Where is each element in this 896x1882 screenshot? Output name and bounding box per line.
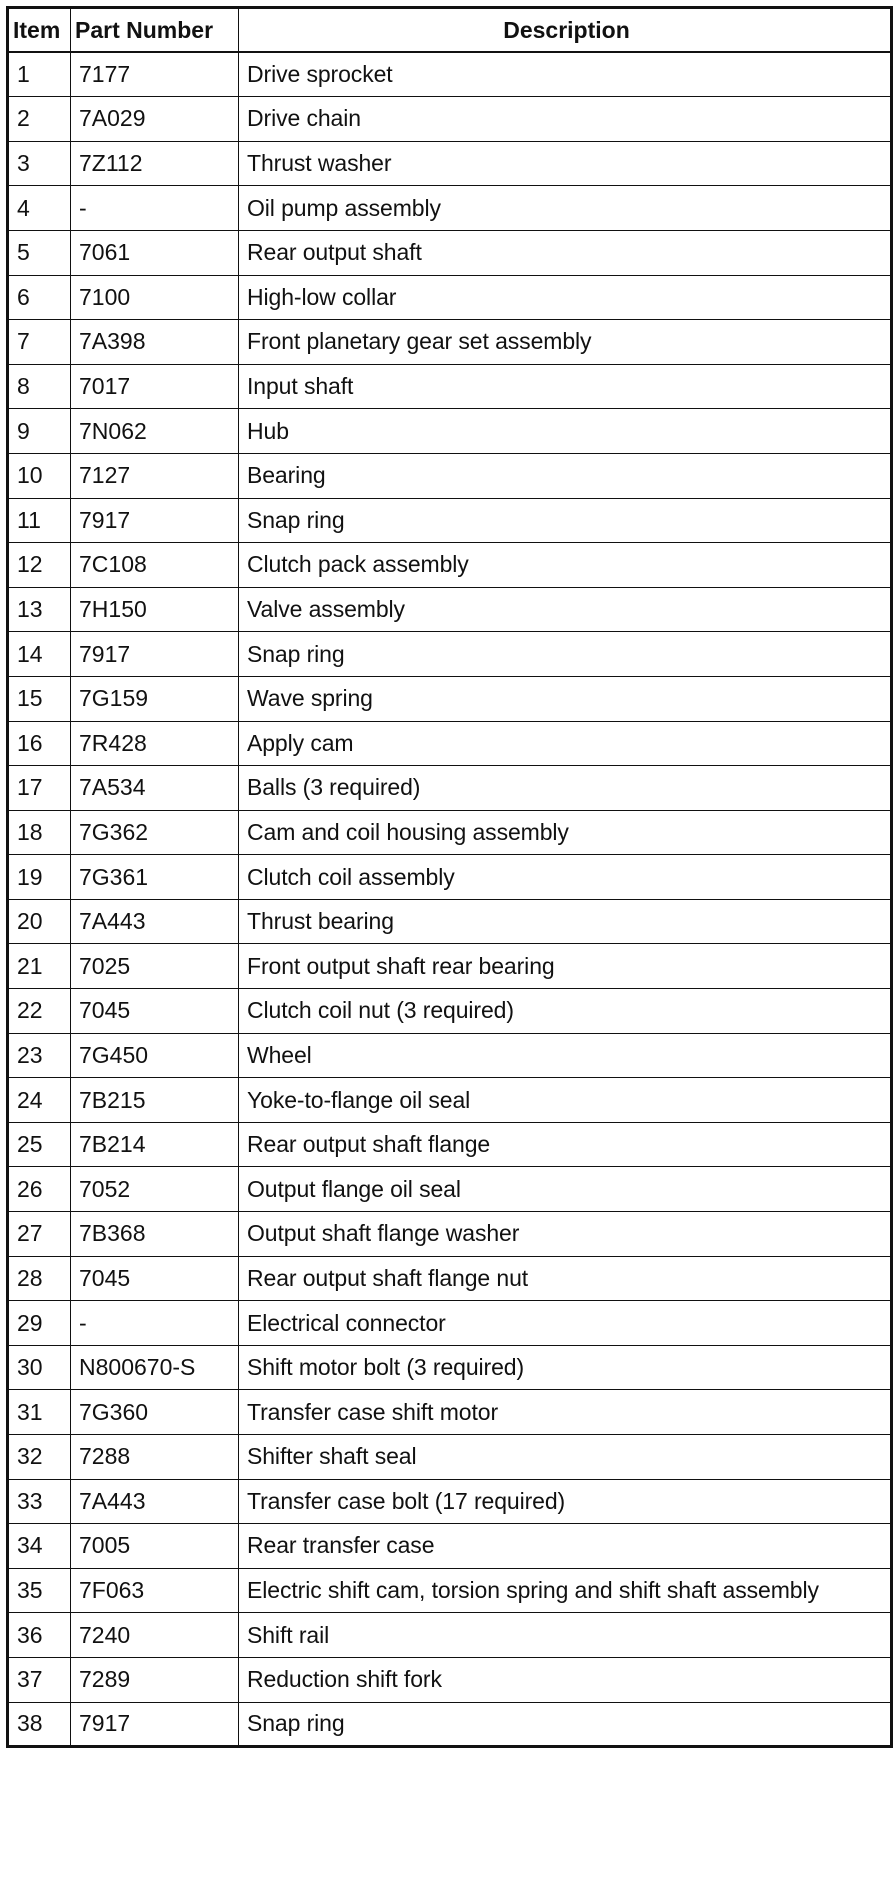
table-row: [8, 1702, 892, 1747]
cell-item: 17: [8, 766, 71, 811]
cell-description: Bearing: [239, 453, 892, 498]
cell-part-number: 7G159: [71, 676, 239, 721]
cell-part-number: 7R428: [71, 721, 239, 766]
cell-description: Rear transfer case: [239, 1524, 892, 1569]
cell-part-number: 7025: [71, 944, 239, 989]
cell-item: 12: [8, 543, 71, 588]
cell-item: 15: [8, 676, 71, 721]
cell-description: Shift rail: [239, 1613, 892, 1658]
cell-item: 11: [8, 498, 71, 543]
cell-description: Hub: [239, 409, 892, 454]
cell-item: 18: [8, 810, 71, 855]
cell-item: 33: [8, 1479, 71, 1524]
table-row: [8, 632, 892, 677]
table-row: [8, 453, 892, 498]
cell-item: 14: [8, 632, 71, 677]
cell-part-number: 7240: [71, 1613, 239, 1658]
cell-part-number: 7G450: [71, 1033, 239, 1078]
table-row: [8, 230, 892, 275]
cell-description: Apply cam: [239, 721, 892, 766]
cell-description: Reduction shift fork: [239, 1657, 892, 1702]
cell-description: Front output shaft rear bearing: [239, 944, 892, 989]
cell-description: Yoke-to-flange oil seal: [239, 1078, 892, 1123]
cell-item: 31: [8, 1390, 71, 1435]
column-header-description: Description: [239, 8, 892, 53]
cell-description: Transfer case bolt (17 required): [239, 1479, 892, 1524]
cell-part-number: 7045: [71, 989, 239, 1034]
cell-description: Electric shift cam, torsion spring and shift shaft assembly: [239, 1568, 892, 1613]
parts-table-container: [6, 6, 893, 1748]
table-row: [8, 944, 892, 989]
cell-part-number: 7288: [71, 1435, 239, 1480]
cell-description: Thrust washer: [239, 141, 892, 186]
table-row: [8, 1301, 892, 1346]
cell-description: High-low collar: [239, 275, 892, 320]
cell-item: 19: [8, 855, 71, 900]
cell-item: 29: [8, 1301, 71, 1346]
table-row: [8, 141, 892, 186]
table-row: [8, 409, 892, 454]
cell-description: Wheel: [239, 1033, 892, 1078]
table-row: [8, 1524, 892, 1569]
table-row: [8, 1568, 892, 1613]
table-row: [8, 1345, 892, 1390]
cell-part-number: 7B214: [71, 1122, 239, 1167]
cell-item: 7: [8, 320, 71, 365]
cell-item: 30: [8, 1345, 71, 1390]
table-row: [8, 1435, 892, 1480]
cell-part-number: 7917: [71, 498, 239, 543]
cell-description: Clutch coil assembly: [239, 855, 892, 900]
table-row: [8, 1657, 892, 1702]
cell-description: Rear output shaft: [239, 230, 892, 275]
cell-part-number: 7017: [71, 364, 239, 409]
cell-description: Shift motor bolt (3 required): [239, 1345, 892, 1390]
cell-part-number: 7061: [71, 230, 239, 275]
cell-part-number: 7B368: [71, 1212, 239, 1257]
table-row: [8, 855, 892, 900]
table-row: [8, 766, 892, 811]
cell-item: 37: [8, 1657, 71, 1702]
cell-description: Drive sprocket: [239, 52, 892, 97]
cell-part-number: 7917: [71, 1702, 239, 1747]
cell-part-number: 7A029: [71, 97, 239, 142]
cell-description: Rear output shaft flange: [239, 1122, 892, 1167]
cell-description: Oil pump assembly: [239, 186, 892, 231]
cell-part-number: 7005: [71, 1524, 239, 1569]
cell-item: 22: [8, 989, 71, 1034]
cell-part-number: 7A443: [71, 899, 239, 944]
table-row: [8, 1122, 892, 1167]
parts-table: [6, 6, 893, 1748]
cell-description: Thrust bearing: [239, 899, 892, 944]
table-row: [8, 587, 892, 632]
table-header-row: [8, 8, 892, 53]
table-row: [8, 186, 892, 231]
table-row: [8, 1256, 892, 1301]
cell-item: 10: [8, 453, 71, 498]
table-row: [8, 676, 892, 721]
cell-item: 21: [8, 944, 71, 989]
cell-description: Rear output shaft flange nut: [239, 1256, 892, 1301]
cell-part-number: 7100: [71, 275, 239, 320]
cell-part-number: -: [71, 186, 239, 231]
cell-item: 36: [8, 1613, 71, 1658]
cell-item: 13: [8, 587, 71, 632]
table-row: [8, 1078, 892, 1123]
cell-item: 16: [8, 721, 71, 766]
cell-part-number: 7Z112: [71, 141, 239, 186]
cell-item: 23: [8, 1033, 71, 1078]
cell-item: 38: [8, 1702, 71, 1747]
cell-description: Electrical connector: [239, 1301, 892, 1346]
cell-description: Output shaft flange washer: [239, 1212, 892, 1257]
cell-part-number: 7045: [71, 1256, 239, 1301]
cell-part-number: 7127: [71, 453, 239, 498]
cell-item: 8: [8, 364, 71, 409]
cell-item: 27: [8, 1212, 71, 1257]
table-row: [8, 1212, 892, 1257]
cell-part-number: 7N062: [71, 409, 239, 454]
column-header-part-number: Part Number: [71, 8, 239, 53]
cell-part-number: 7A534: [71, 766, 239, 811]
cell-item: 1: [8, 52, 71, 97]
table-row: [8, 275, 892, 320]
cell-item: 9: [8, 409, 71, 454]
cell-item: 25: [8, 1122, 71, 1167]
table-row: [8, 989, 892, 1034]
cell-part-number: 7A398: [71, 320, 239, 365]
cell-part-number: 7917: [71, 632, 239, 677]
cell-item: 20: [8, 899, 71, 944]
table-row: [8, 320, 892, 365]
cell-item: 6: [8, 275, 71, 320]
cell-item: 26: [8, 1167, 71, 1212]
cell-description: Wave spring: [239, 676, 892, 721]
cell-item: 24: [8, 1078, 71, 1123]
cell-item: 34: [8, 1524, 71, 1569]
cell-description: Balls (3 required): [239, 766, 892, 811]
cell-description: Snap ring: [239, 498, 892, 543]
cell-item: 32: [8, 1435, 71, 1480]
column-header-item: Item: [8, 8, 71, 53]
cell-description: Clutch coil nut (3 required): [239, 989, 892, 1034]
table-row: [8, 52, 892, 97]
cell-description: Input shaft: [239, 364, 892, 409]
table-row: [8, 1390, 892, 1435]
cell-item: 35: [8, 1568, 71, 1613]
table-row: [8, 1613, 892, 1658]
cell-part-number: 7289: [71, 1657, 239, 1702]
table-row: [8, 899, 892, 944]
cell-description: Output flange oil seal: [239, 1167, 892, 1212]
table-row: [8, 721, 892, 766]
cell-description: Cam and coil housing assembly: [239, 810, 892, 855]
cell-description: Drive chain: [239, 97, 892, 142]
cell-description: Front planetary gear set assembly: [239, 320, 892, 365]
table-row: [8, 543, 892, 588]
cell-description: Shifter shaft seal: [239, 1435, 892, 1480]
cell-part-number: 7G362: [71, 810, 239, 855]
cell-part-number: 7G361: [71, 855, 239, 900]
cell-part-number: -: [71, 1301, 239, 1346]
cell-item: 3: [8, 141, 71, 186]
cell-description: Clutch pack assembly: [239, 543, 892, 588]
cell-part-number: 7A443: [71, 1479, 239, 1524]
cell-part-number: 7C108: [71, 543, 239, 588]
cell-description: Transfer case shift motor: [239, 1390, 892, 1435]
table-body: [8, 52, 892, 1747]
cell-item: 4: [8, 186, 71, 231]
cell-description: Snap ring: [239, 632, 892, 677]
table-row: [8, 97, 892, 142]
cell-part-number: 7F063: [71, 1568, 239, 1613]
cell-item: 28: [8, 1256, 71, 1301]
cell-part-number: 7G360: [71, 1390, 239, 1435]
cell-description: Snap ring: [239, 1702, 892, 1747]
table-row: [8, 810, 892, 855]
cell-item: 5: [8, 230, 71, 275]
cell-description: Valve assembly: [239, 587, 892, 632]
table-row: [8, 1167, 892, 1212]
cell-part-number: 7H150: [71, 587, 239, 632]
cell-part-number: 7052: [71, 1167, 239, 1212]
cell-part-number: N800670-S: [71, 1345, 239, 1390]
table-row: [8, 364, 892, 409]
table-row: [8, 498, 892, 543]
cell-part-number: 7177: [71, 52, 239, 97]
cell-item: 2: [8, 97, 71, 142]
cell-part-number: 7B215: [71, 1078, 239, 1123]
table-row: [8, 1479, 892, 1524]
table-row: [8, 1033, 892, 1078]
